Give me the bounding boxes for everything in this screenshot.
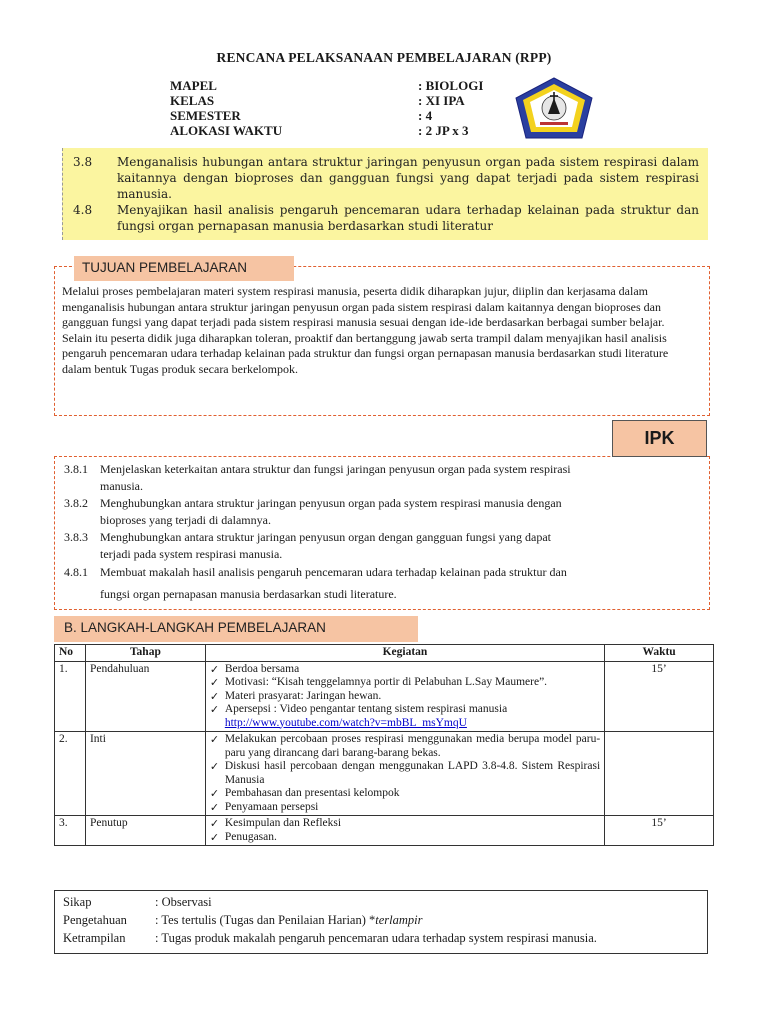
col-header-kegiatan: Kegiatan — [205, 645, 604, 662]
cell-tahap: Penutup — [85, 816, 205, 846]
cell-kegiatan — [205, 661, 604, 732]
kegiatan-text: Diskusi hasil percobaan dengan menggunakan LAPD 3.8-4.8. Sistem Respirasi Manusia — [224, 760, 601, 786]
meta-label: ALOKASI WAKTU — [170, 123, 283, 138]
kompetensi-dasar-box — [62, 148, 708, 240]
meta-value: : 2 JP x 3 — [418, 123, 469, 138]
cell-tahap: Inti — [85, 732, 205, 816]
kd-text: Menyajikan hasil analisis pengaruh pencemaran udara terhadap kelainan pada struktur dan fungsi organ pernapasan manusia berdasarkan studi literatur — [117, 203, 699, 233]
ipk-number: 4.8.1 — [64, 565, 88, 579]
kegiatan-list — [210, 733, 600, 814]
langkah-heading: B. LANGKAH-LANGKAH PEMBELAJARAN — [54, 616, 418, 642]
kegiatan-text: Penugasan. — [224, 830, 277, 843]
langkah-table — [54, 644, 714, 846]
checkmark-icon: ✓ — [209, 703, 220, 716]
checkmark-icon: ✓ — [209, 662, 220, 676]
penilaian-box — [54, 890, 708, 954]
kegiatan-text: Kesimpulan dan Refleksi — [224, 817, 342, 829]
penilaian-label: Ketrampilan — [63, 931, 126, 945]
checkmark-icon: ✓ — [209, 760, 220, 773]
checkmark-icon: ✓ — [209, 800, 220, 814]
kegiatan-item — [210, 690, 600, 704]
kegiatan-item — [210, 703, 600, 730]
cell-waktu: 15’ — [605, 661, 714, 732]
cell-waktu: 15’ — [605, 816, 714, 846]
meta-label: KELAS — [170, 93, 215, 108]
cell-no: 3. — [55, 816, 86, 846]
checkmark-icon: ✓ — [209, 676, 220, 689]
cell-no: 2. — [55, 732, 86, 816]
col-header-waktu: Waktu — [605, 645, 714, 662]
penilaian-value: : Tugas produk makalah pengaruh pencemaran udara terhadap system respirasi manusia. — [155, 931, 597, 945]
tujuan-paragraph: Melalui proses pembelajaran materi system respirasi manusia, peserta didik diharapkan jujur, diiplin dan kerjasama dalam menganalisis hubungan antara struktur jaringan penyusun organ pada sistem respirasi dalam kaitannya dengan bioproses dan gangguan fungsi yang dapat terjadi pada sistem respirasi manusia sesuai dengan ide-ide berdasarkan berbagai sumber belajar. Selain itu peserta didik juga diharapkan toleran, proaktif dan bertanggung jawab serta trampil dalam menyajikan hasil analisis pengaruh pencemaran udara terhadap kelainan pada struktur dan fungsi organ pernapasan manusia berdasarkan studi literature dalam bentuk Tugas produk secara berkelompok. — [62, 284, 669, 376]
penilaian-value: : Observasi — [155, 895, 212, 909]
kd-number: 3.8 — [73, 155, 93, 169]
meta-label: MAPEL — [170, 78, 217, 93]
checkmark-icon: ✓ — [209, 689, 220, 703]
tujuan-heading: TUJUAN PEMBELAJARAN — [74, 256, 294, 281]
checkmark-icon: ✓ — [209, 787, 220, 800]
ipk-text-cont: manusia. — [100, 479, 143, 493]
kegiatan-text: Melakukan percobaan proses respirasi menggunakan media berupa model paru-paru yang dirancang dari barang-barang bekas. — [224, 733, 601, 759]
kegiatan-item — [210, 663, 600, 677]
kegiatan-item — [210, 817, 600, 831]
kegiatan-text: Berdoa bersama — [224, 662, 300, 675]
kegiatan-text: Apersepsi : Video pengantar tentang sistem respirasi manusia — [224, 703, 508, 715]
col-header-tahap: Tahap — [85, 645, 205, 662]
table-header-row — [55, 645, 714, 662]
kd-text: Menganalisis hubungan antara struktur jaringan penyusun organ pada sistem respirasi dalam kaitannya dengan bioproses dan gangguan fungsi yang dapat terjadi pada sistem respirasi manusia. — [117, 155, 699, 201]
kegiatan-list — [210, 817, 600, 844]
kd-number: 4.8 — [73, 203, 93, 217]
ipk-text-cont: fungsi organ pernapasan manusia berdasarkan studi literature. — [100, 587, 397, 601]
ipk-text-cont: bioproses yang terjadi di dalamnya. — [100, 513, 271, 527]
checkmark-icon: ✓ — [209, 830, 220, 844]
penilaian-label: Pengetahuan — [63, 913, 127, 927]
kegiatan-item — [210, 787, 600, 801]
meta-value: : 4 — [418, 108, 433, 123]
penilaian-value — [155, 913, 423, 928]
kegiatan-item — [210, 676, 600, 690]
ipk-number: 3.8.3 — [64, 530, 88, 544]
table-row — [55, 732, 714, 816]
ipk-number: 3.8.2 — [64, 496, 88, 510]
checkmark-icon: ✓ — [209, 817, 220, 830]
ipk-text: Menjelaskan keterkaitan antara struktur dan fungsi jaringan penyusun organ pada system respirasi — [100, 462, 571, 476]
table-row — [55, 661, 714, 732]
document-title: RENCANA PELAKSANAAN PEMBELAJARAN (RPP) — [216, 50, 552, 65]
penilaian-value-text: : Tes tertulis (Tugas dan Penilaian Harian) * — [155, 913, 376, 927]
school-logo — [514, 76, 594, 140]
ipk-text: Menghubungkan antara struktur jaringan penyusun organ pada system respirasi manusia dengan — [100, 496, 562, 510]
kegiatan-text: Motivasi: “Kisah tenggelamnya portir di Pelabuhan L.Say Maumere”. — [224, 676, 548, 688]
kegiatan-text: Penyamaan persepsi — [224, 800, 319, 813]
meta-value: : XI IPA — [418, 93, 465, 108]
meta-row-semester — [170, 108, 500, 123]
kegiatan-list — [210, 663, 600, 731]
cell-kegiatan — [205, 732, 604, 816]
meta-row-alokasi — [170, 123, 500, 138]
cell-tahap: Pendahuluan — [85, 661, 205, 732]
kegiatan-text: Pembahasan dan presentasi kelompok — [224, 787, 400, 799]
meta-row-kelas — [170, 93, 500, 108]
cell-kegiatan — [205, 816, 604, 846]
kegiatan-item — [210, 801, 600, 815]
penilaian-label: Sikap — [63, 895, 92, 909]
kegiatan-item — [210, 733, 600, 760]
ipk-text: Menghubungkan antara struktur jaringan penyusun organ dengan gangguan fungsi yang dapat — [100, 530, 551, 544]
kegiatan-text: Materi prasyarat: Jaringan hewan. — [224, 689, 382, 702]
meta-value: : BIOLOGI — [418, 78, 484, 93]
ipk-number: 3.8.1 — [64, 462, 88, 476]
meta-row-mapel — [170, 78, 500, 93]
ipk-text: Membuat makalah hasil analisis pengaruh pencemaran udara terhadap kelainan pada struktur dan — [100, 565, 567, 579]
cell-waktu — [605, 732, 714, 816]
kegiatan-item — [210, 760, 600, 787]
col-header-no: No — [55, 645, 86, 662]
meta-label: SEMESTER — [170, 108, 241, 123]
cell-no: 1. — [55, 661, 86, 732]
table-row — [55, 816, 714, 846]
kegiatan-item — [210, 831, 600, 845]
video-link[interactable]: http://www.youtube.com/watch?v=mbBL_msYmqU — [224, 716, 467, 729]
penilaian-note: terlampir — [375, 913, 423, 927]
ipk-heading: IPK — [612, 420, 707, 457]
checkmark-icon: ✓ — [209, 733, 220, 746]
ipk-text-cont: terjadi pada system respirasi manusia. — [100, 547, 283, 561]
